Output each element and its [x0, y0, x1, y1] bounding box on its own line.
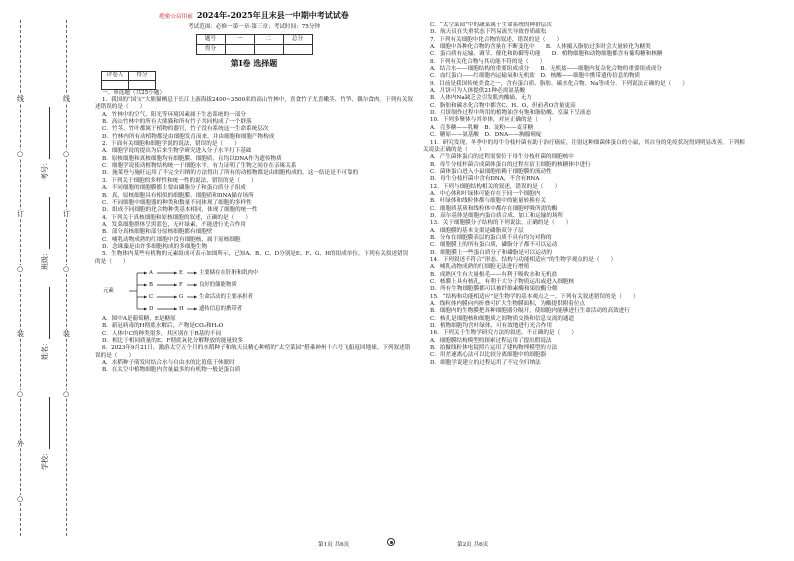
arrow-head [174, 271, 177, 274]
answer-option: A．图中A是葡萄糖，E是糖原 [102, 315, 176, 322]
arrow-head [174, 307, 177, 310]
answer-option: B．新冠病毒的H彻底水解后，产物是CO₂和H₂O [102, 323, 224, 330]
answer-option: C．脂肪和碳水化合物中都含C、H、O，但前者O含量更高 [430, 102, 576, 109]
question-stem: 10．下列多聚体与其单体，对应正确的是（ ） [430, 117, 555, 124]
left-column [95, 10, 413, 535]
diagram-function-label: 遗传信息的携带者 [199, 305, 243, 312]
binding-circle: ○ [17, 390, 24, 398]
element-diagram [95, 268, 413, 314]
answer-option: D．细胞学说建立的过程运用了不完全归纳法 [430, 359, 541, 366]
answer-option: C．糖原——氨基酸 D．DNA——胸腺嘧啶 [430, 132, 542, 139]
answer-option: A．细胞膜结构模型的探索过程运用了提出假说法 [430, 337, 552, 344]
score-row-label: 得分 [196, 45, 225, 55]
question-stem: 14．下列叙述不符合“形态、结构与功能相适应”的生物学观点的是（ ） [430, 257, 617, 263]
answer-option: A．结合水——细胞结构的重要组成成分 B．无机盐——细胞内复杂化合物的重要组成成分 [430, 66, 662, 73]
binding-strip [0, 0, 100, 561]
answer-option: B．细胞内的生物膜把各种细胞器分隔开，使细胞内能够进行生命活动的高效进行 [430, 308, 630, 315]
answer-option: A．竹林中的空气、阳光等环境因素属于生态系统的一部分 [102, 111, 246, 118]
answer-option: C．用差速离心法可以比较分离细胞中的细胞器 [430, 352, 547, 359]
answer-option: B．原核细胞和真核细胞均有细胞膜、细胞质，且均以DNA作为遗传物质 [102, 155, 282, 162]
score-header: 题号 [196, 35, 225, 45]
answer-option: B．母牛分枝杆菌合成菌体蛋白的过程在宿主细胞的核糖体中进行 [430, 161, 591, 168]
diagram-polymer-label: G [179, 293, 184, 300]
answer-option: A．细胞膜的基本支架是磷脂双分子层 [430, 227, 524, 234]
binding-circle: ○ [63, 390, 70, 398]
answer-option: C．蛋白质有运输、调节、催化和防御等功能 D．植物细胞和动物细胞都含有葡萄糖和核糖 [430, 51, 663, 58]
grader-cell[interactable] [102, 80, 129, 89]
arrow-head [144, 295, 147, 298]
binding-char-xian: 线 [63, 95, 70, 103]
answer-option: D．相比于相同质量的E，F彻底氧化分解释放的能量较多 [102, 337, 244, 344]
answer-option: B．拍摄线粒体电镜照片运用了建构物理模型的方法 [430, 345, 558, 352]
diagram-polymer-label: H [179, 305, 184, 312]
title-text: 2024年-2025年且末县一中期中考试试卷 [196, 10, 349, 20]
school-label: 学校： [41, 449, 49, 470]
exam-no-underline [43, 107, 50, 159]
diagram-unit-label: A [149, 269, 153, 276]
arrow-head [144, 271, 147, 274]
question-stem: 15．“结构和功能相适应”是生物学的基本观点之一。下列有关叙述错误的是（ ） [430, 293, 639, 300]
score-header: 二 [254, 35, 283, 45]
grader-label: 评卷人 [102, 71, 129, 80]
answer-option: D．施莱登与施旺运用了不完全归纳的方法得出了所有的动植物都是由细胞构成的，这一结论是不可靠的 [102, 170, 359, 177]
class-underline [43, 197, 50, 249]
binding-char-ding: 订 [17, 210, 24, 218]
arrow-head [194, 271, 197, 274]
question-stem: 11．研究发现，冬季中的母牛分枝杆菌有助于治疗癌症，注射这种细菌体蛋白的小鼠，其自身的免疫状况得到明显改善。下列相关说法正确的是（ ） [423, 139, 745, 153]
question-stem: 12．下列与细胞结构相关的叙述，错误的是（ ） [430, 183, 561, 190]
grader-table [101, 71, 156, 90]
arrow-head [194, 283, 197, 286]
school-underline [43, 397, 50, 449]
answer-option: D．组成不同细胞的化合物种类基本相同，体现了细胞的统一性 [102, 207, 258, 214]
score-header: 一 [225, 35, 254, 45]
answer-option: B．在太空中植物细胞内含量最多的有机物一般是蛋白质 [102, 367, 241, 374]
answer-option: A．发菜细胞群体呈黑蓝色，无叶绿素，不能进行光合作用 [102, 221, 246, 228]
question-stem: 3．下列关于细胞的多样性和统一性的说法，错误的是（ ） [102, 177, 257, 184]
left-question-list-2 [95, 316, 413, 375]
secret-label: 绝密☆启用前 [159, 14, 193, 20]
answer-option: D．航天员在失重状态下钙易流失导致骨质疏松 [430, 29, 547, 36]
binding-char-zhuang: 装 [17, 330, 24, 338]
score-cell[interactable] [254, 45, 283, 55]
score-cell[interactable] [225, 45, 254, 55]
question-stem: 9．目前是我国传统美食之一，含有蛋白质、脂肪、碳水化合物、Na等成分。下列说法正确的是（ ） [430, 80, 688, 87]
class-field[interactable] [40, 197, 50, 270]
question-stem: 5．生物体内某些有机物的元素组成可表示如图所示，已知A、B、C、D分别是E、F、G、H的组成单位。下列有关叙述错误的是（ ） [95, 251, 409, 265]
diagram-function-label: 主要储存在肝脏和肌肉中 [199, 269, 259, 276]
right-question-list [423, 22, 747, 367]
exam-scope: 考试范围：必修一第一章-第三章；考试时间：75分钟 [187, 24, 321, 30]
answer-option: D．念珠藻是由许多细胞构成的多细胞生物 [102, 243, 208, 250]
answer-option: A．不同细胞的细胞膜都主要由磷脂分子和蛋白质分子组成 [102, 185, 246, 192]
answer-option: A．壳多糖——乳糖 B．淀粉——麦芽糖 [430, 124, 534, 131]
answer-option: B．高山竹林中的所有大熊猫和所有竹子共同构成了一个群落 [102, 119, 252, 126]
section-title: 第Ⅰ卷 选择题 [230, 58, 278, 69]
question-stem: 16．下列关于生物学研究方法的叙述，不正确的是（ ） [430, 330, 577, 337]
score-cell[interactable] [283, 45, 312, 55]
answer-option: C．人体中C的种类很多，其区别在于R基的不同 [102, 330, 222, 337]
class-label: 班级： [41, 249, 49, 270]
question-stem: 6．2023年9月21日，激游太空五个月的水稻种子和航天员精心种植的“太空菜园”搭乘神州十六号飞船返回地球。下列叙述错误的是（ ） [95, 345, 411, 359]
answer-option: C．哺乳动物成熟的红细胞中没有细胞核，属于原核细胞 [102, 236, 241, 243]
answer-option: B．部分真核细胞和部分原核细胞都有细胞壁 [102, 229, 213, 236]
diagram-unit-label: B [149, 281, 153, 288]
answer-option: A．哺乳动物成熟的红细胞无法进行增殖 [430, 264, 530, 271]
binding-char-zhuang: 装 [63, 330, 70, 338]
answer-option: B．分布在细胞膜表层的蛋白质不具有均匀对称的 [430, 234, 552, 241]
question-stem: 2．下面有关细胞和细胞学说的说法，错误的是（ ） [102, 141, 240, 148]
answer-option: D．母牛分枝杆菌中含有DNA，不含有RNA [430, 176, 540, 183]
answer-option: C．菌体蛋白进入小鼠细胞依赖于细胞膜的流动性 [430, 168, 552, 175]
answer-option: D．月饼制作过程中所用的植物油含有饱和脂肪酸，室温下呈液态 [430, 110, 592, 117]
answer-option: C．细胞学说使动植物结构统一于细胞水平，有力证明了生物之间存在亲缘关系 [102, 163, 297, 170]
question-stem: 4．下列关于真核细胞和原核细胞的叙述，正确的是（ ） [102, 214, 251, 221]
answer-option: D．所有生物细胞膜都可以被纤维素酶和果胶酶分解 [430, 286, 558, 293]
arrow-head [194, 295, 197, 298]
arrow-head [144, 307, 147, 310]
binding-circle: ○ [63, 265, 70, 273]
diagram-unit-label: D [149, 305, 154, 312]
answer-option: A．产生菌体蛋白的过程需要位于母牛分枝杆菌的细胞核中 [430, 154, 574, 161]
name-field[interactable] [40, 287, 50, 360]
answer-option: C．细胞质基质和线粒体中都存在细胞呼吸所需的酶 [430, 205, 558, 212]
binding-circle: ○ [17, 150, 24, 158]
question-stem: 7．下列有关细胞中化合物的叙述，错误的是（ ） [430, 36, 563, 43]
name-underline [43, 287, 50, 339]
binding-char-xian: 线 [17, 95, 24, 103]
page-number-2: 第2页 共6页 [457, 542, 489, 548]
answer-option: A．中心体和叶绿体可能存在于同一个细胞内 [430, 190, 541, 197]
binding-char-ding: 订 [63, 210, 70, 218]
binding-circle: ○ [17, 265, 24, 273]
question-stem: 13．关于细胞膜分子结构的下列说法，正确的是（ ） [430, 220, 572, 227]
exam-no-field[interactable] [40, 107, 50, 180]
question-stem: 8．下列有关化合物与其功能不符的是（ ） [430, 58, 546, 65]
answer-option: A．线粒体内膜向内折叠可扩大生物膜面积，为酶提供附着位点 [430, 301, 586, 308]
part-title: 一、单选题（共25小题） [102, 89, 166, 96]
diagram-source-label: 元素 [103, 287, 114, 294]
answer-option: D．竹林内所有动植物都是由细胞发育而来，并由细胞和细胞产物构成 [102, 133, 275, 140]
right-column [423, 22, 747, 535]
arrow-head [144, 283, 147, 286]
answer-option: B．叶绿体和线粒体都与细胞中的能量转换有关 [430, 198, 546, 205]
answer-option: A．水稻种子萌发时结合水与自由水的比值低于休眠时 [102, 360, 235, 366]
diagram-function-label: 良好的储能物质 [199, 281, 237, 288]
arrow-head [194, 307, 197, 310]
binding-circle: ○ [17, 495, 24, 503]
center-binding-mark [387, 538, 395, 546]
answer-option: C．“太空菜园”中的蔬菜属于生命系统的种群层次 [430, 22, 552, 28]
diagram-polymer-label: E [179, 269, 183, 276]
answer-option: A．细胞学说的提出为后来生物学研究进入分子水平打下基础 [102, 148, 252, 155]
grader-label: 得分 [129, 71, 156, 80]
left-question-list [95, 97, 413, 266]
answer-option: B．成熟区生有大量根毛——有利于吸收水和无机盐 [430, 271, 558, 278]
grader-cell[interactable] [129, 80, 156, 89]
answer-option: A．细胞中各种化合物的含量在不断变化中 B．人体摄入脂肪过多时会大量转化为糖类 [430, 44, 651, 51]
answer-option: B．人体内Na缺乏会引发肌肉酸痛、无力 [430, 95, 532, 102]
school-field[interactable] [40, 397, 50, 470]
score-table [196, 34, 313, 55]
binding-char-wai: 外 [17, 440, 24, 448]
answer-option: C．核膜上具有核孔，有利于大分子物质运出或进入细胞核 [430, 279, 575, 286]
answer-option: D．植物细胞均含叶绿体，可有效地进行光合作用 [430, 323, 552, 330]
answer-option: C．不同细胞中细胞器的种类和数量不同体现了细胞的多样性 [102, 199, 252, 206]
name-label: 姓名： [41, 339, 49, 360]
diagram-unit-label: C [149, 293, 154, 300]
answer-option: B．真、原核细胞具有相似的细胞膜、细胞质和DNA储存场所 [102, 192, 254, 199]
answer-option: A．月饼可为人体提供21种必需氨基酸 [430, 88, 526, 95]
answer-option: C．细胞膜上的所有蛋白质，磷脂分子都不可以运动 [430, 242, 558, 249]
arrow-head [174, 295, 177, 298]
diagram-function-label: 生命活动的主要承担者 [199, 293, 253, 300]
answer-option: C．竹茎、竹叶都属于植物的器官，竹子没有系统这一生命系统层次 [102, 126, 269, 133]
exam-no-label: 考号： [41, 159, 49, 180]
binding-circle: ○ [63, 150, 70, 158]
answer-option: D．细胞膜上一些蛋白质分子和磷脂是可以运动的 [430, 249, 552, 256]
answer-option: D．高尔基体是细胞内蛋白质合成、加工和运输的场所 [430, 212, 564, 219]
answer-option: C．核孔是细胞核和细胞质之间物质交换和信息交流的通道 [430, 315, 575, 322]
page-number-1: 第1页 共6页 [318, 542, 350, 548]
page-title [95, 10, 413, 22]
arrow-head [174, 283, 177, 286]
header [95, 10, 413, 55]
question-stem: 1．我国的“国宝”大熊猫栖息于长江上游海拔2400~3500米的高山竹林中，喜食竹子尤喜嫩茎、竹笋，偶尔食肉。下列有关叙述错误的是（ ） [95, 97, 413, 111]
diagram-polymer-label: F [179, 281, 183, 288]
score-header: 总分 [283, 35, 312, 45]
answer-option: C．血红蛋白——红细胞内运输氧和无机盐 D．核酸——细胞中携带遗传信息的物质 [430, 73, 641, 80]
